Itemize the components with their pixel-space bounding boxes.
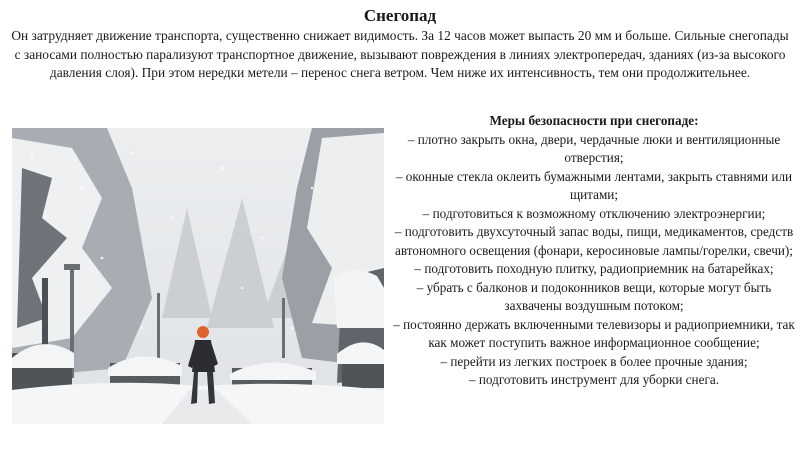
intro-paragraph: Он затрудняет движение транспорта, существенно снижает видимость. За 12 часов может выпасть 20 мм и больше. Сильные снегопады с заносами полностью парализуют транспортное движение, вызывают повреждения в линиях электропередач, зданиях (из-за высокого давления слоя). При этом нередки метели – перенос снега ветром. Чем ниже их интенсивность, тем они продолжительнее. [11,28,789,80]
safety-measure-item: – подготовить инструмент для уборки снега. [468,372,719,387]
safety-measure-item: – подготовить походную плитку, радиоприемник на батарейках; [414,261,774,276]
safety-measure-item: – перейти из легких построек в более прочные здания; [440,353,748,369]
safety-measure-item: – постоянно держать включенными телевизоры и радиоприемники, так как может поступить важное информационное сообщение; [393,316,795,350]
snowstorm-photo [12,128,384,424]
safety-measure-item: – подготовить двухсуточный запас воды, пищи, медикаментов, средств автономного освещения (фонари, керосиновые лампы/горелки, свечи); [394,224,794,258]
safety-measure-item: – плотно закрыть окна, двери, чердачные люки и вентиляционные отверстия; [407,131,781,165]
page-title: Снегопад [363,6,437,25]
safety-measure-item: – оконные стекла оклеить бумажными лентами, закрыть ставнями или щитами; [395,168,793,202]
safety-measure-item: – подготовиться к возможному отключению электроэнергии; [422,205,766,221]
safety-measures [393,112,795,390]
safety-measure-item: – убрать с балконов и подоконников вещи, которые могут быть захвачены воздушным потоком; [416,279,772,313]
safety-measures-heading: Меры безопасности при снегопаде: [489,113,699,128]
